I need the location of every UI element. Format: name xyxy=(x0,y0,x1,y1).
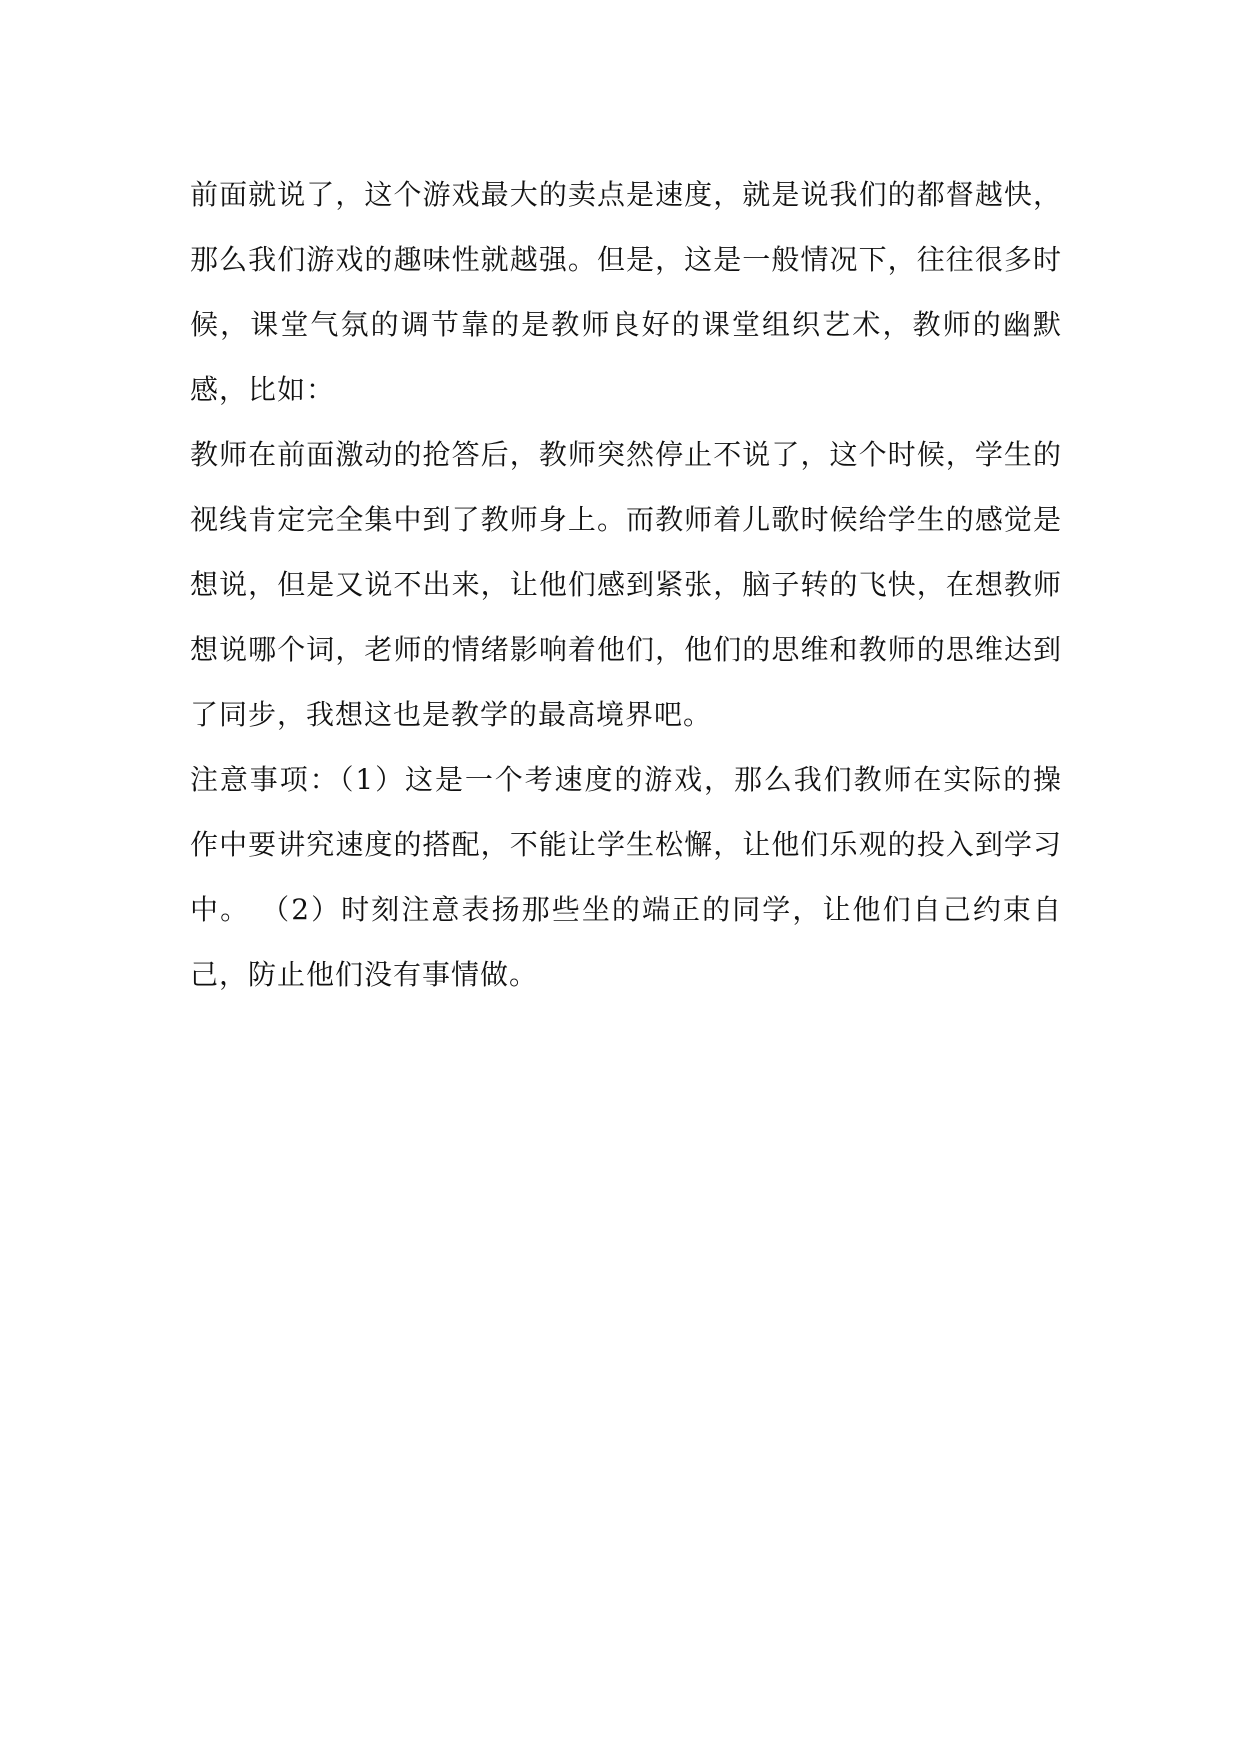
document-body xyxy=(190,162,1062,1007)
paragraph-speed-intro: 前面就说了，这个游戏最大的卖点是速度，就是说我们的都督越快，那么我们游戏的趣味性就越强。但是，这是一般情况下，往往很多时候，课堂气氛的调节靠的是教师良好的课堂组织艺术，教师的幽默感，比如： xyxy=(190,178,1062,406)
paragraph-notes: 注意事项：（1）这是一个考速度的游戏，那么我们教师在实际的操作中要讲究速度的搭配，不能让学生松懈，让他们乐观的投入到学习中。 （2）时刻注意表扬那些坐的端正的同学，让他们自己约束自己，防止他们没有事情做。 xyxy=(190,763,1062,991)
paragraph-teacher-pause: 教师在前面激动的抢答后，教师突然停止不说了，这个时候，学生的视线肯定完全集中到了教师身上。而教师着儿歌时候给学生的感觉是想说，但是又说不出来，让他们感到紧张，脑子转的飞快，在想教师想说哪个词，老师的情绪影响着他们，他们的思维和教师的思维达到了同步，我想这也是教学的最高境界吧。 xyxy=(190,438,1062,731)
